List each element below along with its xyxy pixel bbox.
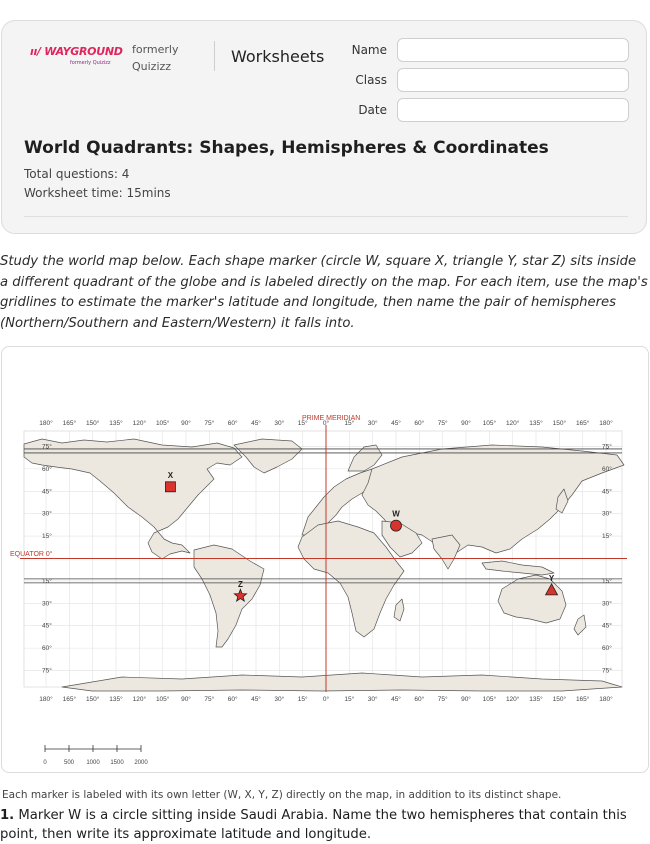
lon-tick-bottom: 135° (109, 696, 123, 703)
lon-tick-top: 90° (461, 420, 471, 427)
lon-tick-bottom: 90° (461, 696, 471, 703)
lon-tick-top: 75° (204, 420, 215, 427)
lat-tick-right: 30° (602, 600, 612, 608)
lon-tick-top: 30° (274, 420, 285, 427)
lon-tick-bottom: 75° (437, 696, 448, 703)
lon-tick-bottom: 45° (251, 696, 261, 703)
lon-tick-top: 105° (155, 420, 170, 427)
lon-tick-top: 30° (367, 420, 378, 427)
lon-tick-top: 150° (85, 420, 100, 427)
lon-tick-top: 75° (437, 420, 448, 427)
lat-tick-left: 45° (42, 622, 52, 630)
worksheet-header (1, 20, 647, 234)
lon-tick-top: 120° (132, 420, 147, 427)
class-field[interactable] (397, 68, 629, 92)
lat-tick-left: 45° (42, 488, 52, 496)
question-number: 1. (0, 808, 15, 823)
lon-tick-bottom: 0° (322, 696, 330, 703)
marker-label-w: W (392, 509, 400, 519)
lat-tick-left: 60° (42, 645, 52, 653)
instructions: Study the world map below. Each shape marker (circle W, square X, triangle Y, star Z) sits inside a different quadrant of the globe and is labeled directly on the map. For each item, use the map's gridlines to estimate the marker's latitude and longitude, then name the pair of hemispheres (Northern/Southern and Eastern/Western) it falls into. (0, 254, 648, 331)
marker-x-square (165, 482, 175, 492)
lat-tick-left: 75° (42, 667, 52, 675)
name-label: Name (351, 43, 387, 57)
prime-meridian-label: PRIME MERIDIAN (302, 415, 361, 422)
lon-tick-bottom: 120° (132, 696, 147, 703)
name-field[interactable] (397, 38, 629, 62)
header-rule (24, 216, 628, 217)
header-divider (214, 41, 215, 71)
lon-tick-bottom: 165° (575, 696, 590, 703)
lon-tick-bottom: 180° (39, 696, 53, 703)
lat-tick-right: 60° (602, 645, 612, 653)
marker-label-z: Z (237, 579, 243, 589)
lon-tick-bottom: 60° (414, 696, 425, 703)
class-label: Class (355, 73, 387, 87)
lon-tick-top: 60° (227, 420, 238, 427)
total-questions: Total questions: 4 (24, 167, 130, 181)
question-text: Marker W is a circle sitting inside Saudi Arabia. Name the two hemispheres that contain this point, then write its approximate latitude and longitude. (0, 808, 627, 842)
marker-w-circle (391, 520, 402, 531)
formerly-quizizz: formerly Quizizz (132, 43, 179, 73)
lon-tick-top: 180° (39, 420, 53, 427)
lon-tick-bottom: 135° (529, 696, 543, 703)
lat-tick-left: 75° (42, 443, 52, 451)
lon-tick-bottom: 120° (505, 696, 520, 703)
lat-tick-right: 45° (602, 622, 612, 630)
lat-tick-right: 30° (602, 510, 612, 518)
lon-tick-top: 105° (482, 420, 497, 427)
lon-tick-top: 15° (297, 420, 308, 427)
lat-tick-left: 30° (42, 600, 52, 608)
lon-tick-bottom: 15° (297, 696, 308, 703)
worksheet-title: World Quadrants: Shapes, Hemispheres & Coordinates (24, 138, 549, 158)
lon-tick-top: 120° (505, 420, 520, 427)
lat-tick-right: 15° (602, 533, 612, 541)
world-map (2, 347, 649, 773)
lat-tick-left: 30° (42, 510, 52, 518)
lat-tick-left: 60° (42, 465, 52, 473)
lon-tick-top: 165° (62, 420, 77, 427)
worksheet-time: Worksheet time: 15mins (24, 186, 171, 200)
lon-tick-top: 165° (575, 420, 590, 427)
lon-tick-top: 45° (251, 420, 261, 427)
marker-label-x: X (167, 470, 174, 480)
lon-tick-top: 150° (552, 420, 567, 427)
logo-wordmark: ıı/ WAYGROUND (30, 45, 123, 58)
world-map-figure (1, 346, 649, 773)
wayground-logo (30, 45, 123, 66)
scale-tick-label: 500 (63, 760, 75, 766)
scale-tick-label: 1000 (86, 760, 100, 766)
lon-tick-bottom: 90° (181, 696, 191, 703)
lon-tick-bottom: 180° (599, 696, 613, 703)
section-title: Worksheets (231, 47, 325, 66)
lon-tick-bottom: 150° (85, 696, 100, 703)
lat-tick-right: 75° (602, 667, 612, 675)
date-label: Date (358, 103, 387, 117)
lon-tick-top: 90° (181, 420, 191, 427)
map-caption: Each marker is labeled with its own letter (W, X, Y, Z) directly on the map, in addition to its distinct shape. (2, 789, 562, 801)
lat-tick-right: 75° (602, 443, 612, 451)
scale-tick-label: 1500 (110, 760, 124, 766)
logo-subtext: formerly Quizizz (70, 60, 111, 66)
lon-tick-top: 60° (414, 420, 425, 427)
lon-tick-bottom: 75° (204, 696, 215, 703)
lat-tick-left: 15° (42, 577, 52, 585)
date-field[interactable] (397, 98, 629, 122)
lon-tick-bottom: 105° (482, 696, 497, 703)
lon-tick-top: 180° (599, 420, 613, 427)
lon-tick-bottom: 150° (552, 696, 567, 703)
lon-tick-bottom: 165° (62, 696, 77, 703)
lon-tick-top: 0° (322, 420, 330, 427)
question-1 (0, 806, 648, 844)
scale-bar (43, 745, 148, 766)
lon-tick-bottom: 45° (391, 696, 401, 703)
lat-tick-right: 60° (602, 465, 612, 473)
scale-tick-label: 2000 (134, 760, 148, 766)
lon-tick-bottom: 30° (367, 696, 378, 703)
lon-tick-top: 135° (109, 420, 123, 427)
lon-tick-bottom: 15° (344, 696, 355, 703)
lon-tick-bottom: 105° (155, 696, 170, 703)
scale-tick-label: 0 (43, 760, 47, 766)
marker-label-y: Y (548, 573, 555, 583)
lon-tick-bottom: 60° (227, 696, 238, 703)
lon-tick-top: 135° (529, 420, 543, 427)
lon-tick-bottom: 30° (274, 696, 285, 703)
lon-tick-top: 45° (391, 420, 401, 427)
equator-label: EQUATOR 0° (10, 551, 53, 558)
lon-tick-top: 15° (344, 420, 355, 427)
lat-tick-left: 15° (42, 533, 52, 541)
lat-tick-right: 15° (602, 577, 612, 585)
lat-tick-right: 45° (602, 488, 612, 496)
